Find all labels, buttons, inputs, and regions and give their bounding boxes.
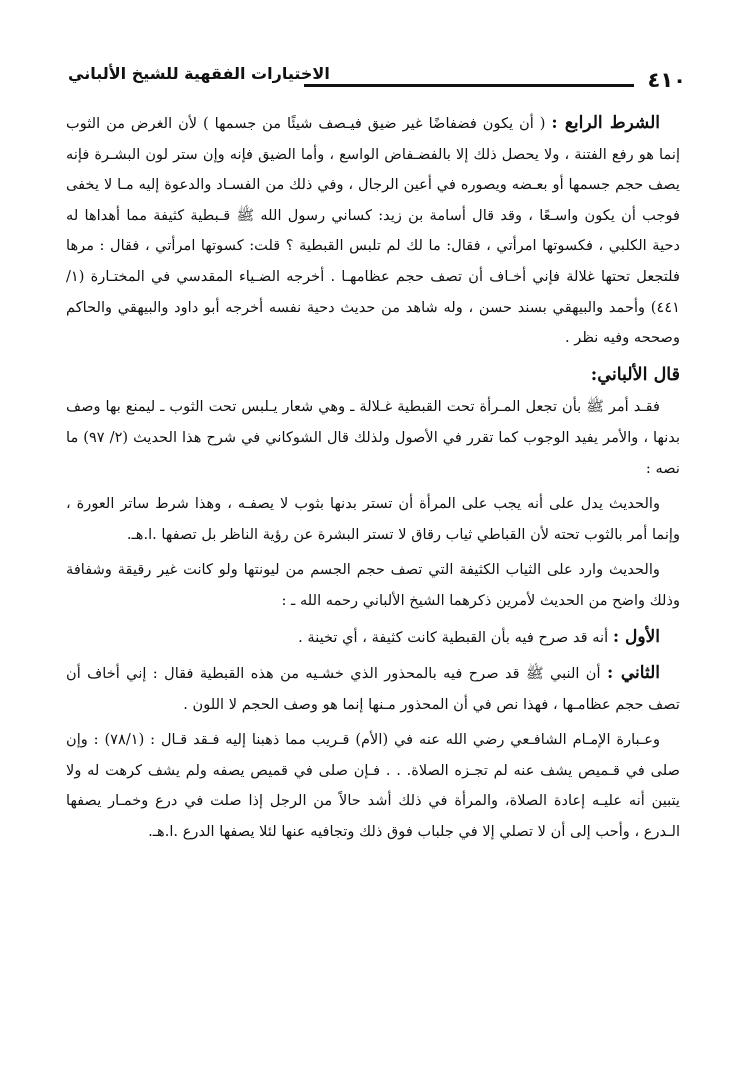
paragraph-first-reason xyxy=(66,622,680,654)
section-heading: قال الألباني: xyxy=(590,364,680,385)
paragraph-text: أنه قد صرح فيه بأن القبطية كانت كثيفة ، أي تخينة . xyxy=(298,628,609,646)
paragraph-condition-four xyxy=(66,108,680,354)
paragraph-thick-garments: والحديث وارد على الثياب الكثيفة التي تصف حجم الجسم من ليونتها ولو كانت غير رقيقة وشفافة وذلك واضح من الحديث لأمرين ذكرهما الشيخ الألباني رحمه الله ـ : xyxy=(66,561,680,609)
body-text xyxy=(66,108,680,853)
paragraph-shawkani-quote: والحديث يدل على أنه يجب على المرأة أن تستر بدنها بثوب لا يصفـه ، وهذا شرط ساتر العورة ، وإنما أمر بالثوب تحته لأن القباطي ثياب رقاق لا تستر البشرة عن رؤية الناظر بل تصفها .ا.هـ. xyxy=(66,495,680,543)
page-header xyxy=(66,58,686,98)
paragraph-lead: الشرط الرابع : xyxy=(551,113,660,133)
running-title: الاختيارات الفقهية للشيخ الألباني xyxy=(68,64,330,83)
header-rule xyxy=(304,84,634,87)
paragraph-shafii-quote: وعـبارة الإمـام الشافـعي رضي الله عنه في (الأم) قـريب مما ذهبنا إليه فـقد قـال : (٧٨/١) : وإن صلى في قـميص يشف عنه لم تجـزه الصلاة. . . فـإن صلى في قميص يصفه ولم يشف كرهت له ولا يتبين أنه عليـه إعادة الصلاة، والمرأة في ذلك أشد حالاً من الرجل إذا صلت في درع وخمـار يصفها الـدرع ، وأحب إلى أن لا تصلي إلا في جلباب فوق ذلك وتجافيه عنها لئلا يصفها الدرع .ا.هـ. xyxy=(66,731,680,841)
paragraph-second-reason xyxy=(66,658,680,720)
page-number: ٤١٠ xyxy=(647,68,686,92)
paragraph-text: ( أن يكون فضفاضًا غير ضيق فيـصف شيئًا من جسمها ) لأن الغرض من الثوب إنما هو رفع الفتنة ، ولا يحصل ذلك إلا بالفضـفاض الواسع ، وأما الضيق فإنه وإن ستر لون البشـرة فإنه يصف حجم جسمها أو بعـضه ويصوره في أعين الرجال ، وفي ذلك من الفسـاد والدعوة إليه مـا لا يخفى فوجب أن يكون واسـعًا ، وقد قال أسامة بن زيد: كساني رسول الله ﷺ قـبطية كثيفة مما أهداها له دحية الكلبي ، فكسوتها امرأتي ، فقال: ما لك لم تلبس القبطية ؟ قلت: كسوتها امرأتي ، فقال : مرها فلتجعل تحتها غلالة فإني أخـاف أن تصف حجم عظامهـا . أخرجه الضـياء المقدسي في المختـارة (١/ ٤٤١) وأحمد والبيهقي بسند حسن ، وله شاهد من حديث دحية نفسه أخرجه أبو داود والبيهقي والحاكم وصححه وفيه نظر . xyxy=(66,115,680,347)
paragraph-text: أن النبي ﷺ قد صرح فيه بالمحذور الذي خشـيه من هذه القبطية فقال : إني أخاف أن تصف حجم عظامـها ، فهذا نص في أن المحذور مـنها إنما هو وصف الحجم لا اللون . xyxy=(66,665,680,713)
paragraph-lead: الثاني : xyxy=(606,663,661,684)
paragraph-albani-comment: فقـد أمر ﷺ بأن تجعل المـرأة تحت القبطية غـلالة ـ وهي شعار يـلبس تحت الثوب ـ ليمنع بها وصف بدنها ، والأمر يفيد الوجوب كما تقرر في الأصول ولذلك قال الشوكاني في شرح هذا الحديث (٢/ ٩٧) ما نصه : xyxy=(66,398,681,477)
paragraph-lead: الأول : xyxy=(612,626,660,647)
